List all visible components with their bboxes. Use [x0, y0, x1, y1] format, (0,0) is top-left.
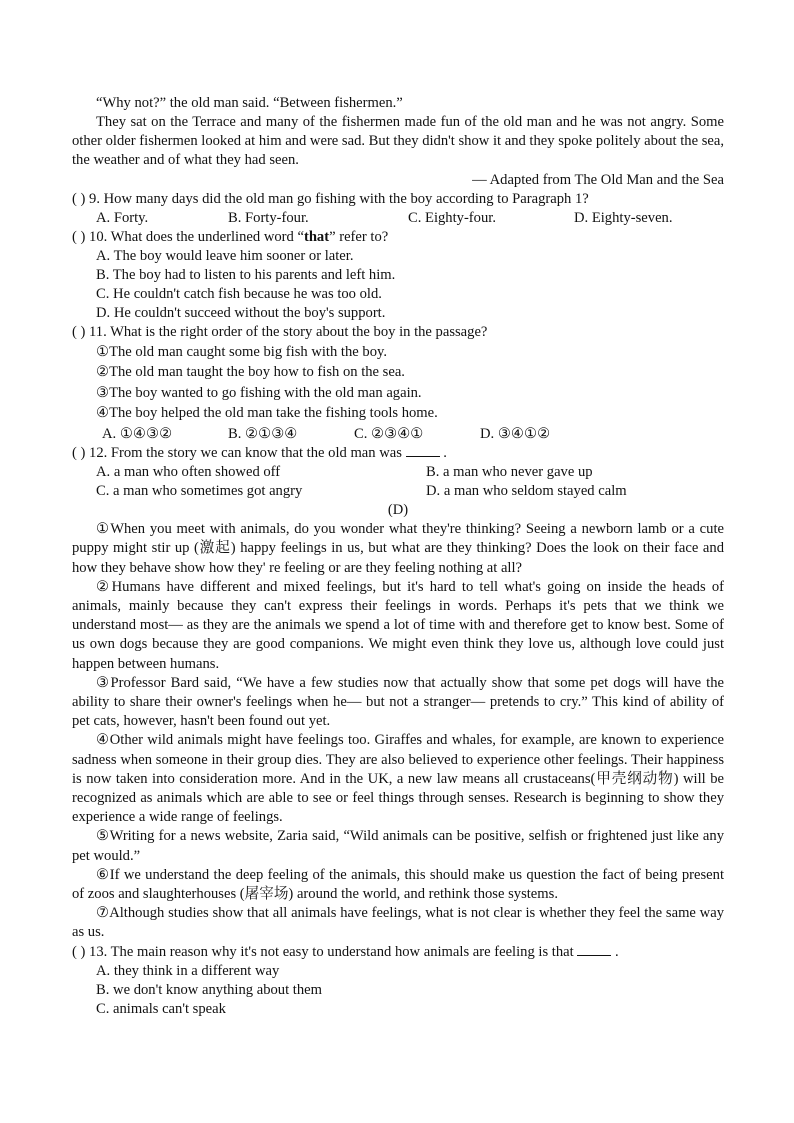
q9-option-c[interactable]: C. Eighty-four.: [408, 209, 496, 226]
question-11-options: [72, 424, 724, 445]
q10-underlined-word: that: [303, 228, 330, 245]
q10-option-a[interactable]: A. The boy would leave him sooner or later.: [96, 247, 354, 264]
q9-option-a[interactable]: A. Forty.: [96, 209, 149, 226]
q11-event-1: ①The old man caught some big fish with the boy.: [96, 343, 387, 360]
q11-option-b[interactable]: B. ②①③④: [228, 425, 298, 442]
passage-source: — Adapted from The Old Man and the Sea: [472, 171, 724, 188]
q10-stem-pre: ( ) 10. What does the underlined word “: [72, 228, 304, 245]
q12-stem-pre: ( ) 12. From the story we can know that the old man was: [72, 445, 402, 462]
q11-event-4: ④The boy helped the old man take the fishing tools home.: [96, 405, 438, 422]
question-13-stem: [72, 943, 724, 962]
q11-option-d[interactable]: D. ③④①②: [480, 425, 551, 442]
q12-stem-post: .: [443, 445, 447, 462]
q11-option-c[interactable]: C. ②③④①: [354, 425, 424, 442]
q10-stem-post: ” refer to?: [329, 228, 389, 245]
q11-event-3: ③The boy wanted to go fishing with the old man again.: [96, 384, 422, 401]
passage-c-paragraph: They sat on the Terrace and many of the fishermen made fun of the old man and he was not angry. Some other older fishermen looked at him and were sad. But they didn't show it and they spoke politely about the sea, the weather and of what they had seen.: [72, 114, 724, 169]
q10-option-d[interactable]: D. He couldn't succeed without the boy's support.: [96, 304, 386, 321]
q10-option-c[interactable]: C. He couldn't catch fish because he was too old.: [96, 285, 382, 302]
exam-page: [72, 94, 724, 1019]
question-10-stem: [72, 228, 724, 247]
question-9-options: [72, 209, 724, 228]
q10-option-b[interactable]: B. The boy had to listen to his parents and left him.: [96, 266, 396, 283]
q12-option-d[interactable]: D. a man who seldom stayed calm: [426, 483, 627, 500]
passage-d-paragraph-2: ②Humans have different and mixed feelings, but it's hard to tell what's going on inside the heads of animals, mainly because they can't express their feelings in words. Perhaps it's pets that we think we understand most— as they are the animals we spend a lot of time with and therefore get to know best. Some of us own dogs because they are good companions. We might even think they love us, although love could just happen between humans.: [72, 578, 724, 672]
q13-option-a[interactable]: A. they think in a different way: [96, 962, 280, 979]
passage-d-paragraph-3: ③Professor Bard said, “We have a few studies now that actually show that some pet dogs will have the ability to share their owner's feelings when he— but not a stranger— pretends to cry.” This kind of ability of pet cats, however, hasn't been found out yet.: [72, 674, 724, 730]
passage-d-paragraph-6: ⑥If we understand the deep feeling of the animals, this should make us question the fact of being present of zoos and slaughterhouses (屠宰场) around the world, and rethink those systems.: [72, 866, 724, 902]
answer-blank[interactable]: [406, 444, 440, 457]
passage-d-paragraph-4: ④Other wild animals might have feelings too. Giraffes and whales, for example, are known to experience sadness when someone in their group dies. They are also believed to experience other feelings. Their happiness is now taken into consideration more. And in the UK, a new law means all crustaceans(甲壳纲动物) will be recognized as animals which are able to see or feel things through senses. Research is beginning to show they experience a wide range of feelings.: [72, 732, 724, 826]
q12-option-b[interactable]: B. a man who never gave up: [426, 464, 593, 481]
q12-option-c[interactable]: C. a man who sometimes got angry: [96, 483, 303, 500]
q11-event-2: ②The old man taught the boy how to fish on the sea.: [96, 364, 405, 381]
dialogue-line: “Why not?” the old man said. “Between fishermen.”: [96, 95, 403, 111]
q13-stem-pre: ( ) 13. The main reason why it's not easy to understand how animals are feeling is that: [72, 943, 574, 960]
q12-option-a[interactable]: A. a man who often showed off: [96, 464, 281, 481]
question-12-options-row-1: [72, 463, 724, 482]
passage-d-label: (D): [387, 502, 409, 519]
passage-d-paragraph-7: ⑦Although studies show that all animals have feelings, what is not clear is whether they feel the same way as us.: [72, 905, 724, 941]
question-12-options-row-2: [72, 482, 724, 501]
question-11-stem: ( ) 11. What is the right order of the story about the boy in the passage?: [72, 323, 488, 340]
q11-option-a[interactable]: A. ①④③②: [102, 425, 173, 442]
q13-stem-post: .: [614, 943, 619, 960]
q13-option-b[interactable]: B. we don't know anything about them: [96, 981, 322, 998]
question-12-stem: [72, 444, 724, 463]
question-9-stem: ( ) 9. How many days did the old man go fishing with the boy according to Paragraph 1?: [72, 190, 589, 207]
q13-option-c[interactable]: C. animals can't speak: [96, 1000, 226, 1017]
passage-d-paragraph-1: ①When you meet with animals, do you wonder what they're thinking? Seeing a newborn lamb or a cute puppy might stir up (激起) happy feelings in us, but what are they thinking? Does the look on their face and how they behave show how they' re feeling or are they feeling nothing at all?: [72, 521, 724, 576]
answer-blank[interactable]: [577, 943, 611, 956]
q9-option-d[interactable]: D. Eighty-seven.: [574, 209, 673, 226]
passage-d-paragraph-5: ⑤Writing for a news website, Zaria said, “Wild animals can be positive, selfish or frightened just like any pet would.”: [72, 828, 724, 864]
q9-option-b[interactable]: B. Forty-four.: [228, 209, 309, 226]
